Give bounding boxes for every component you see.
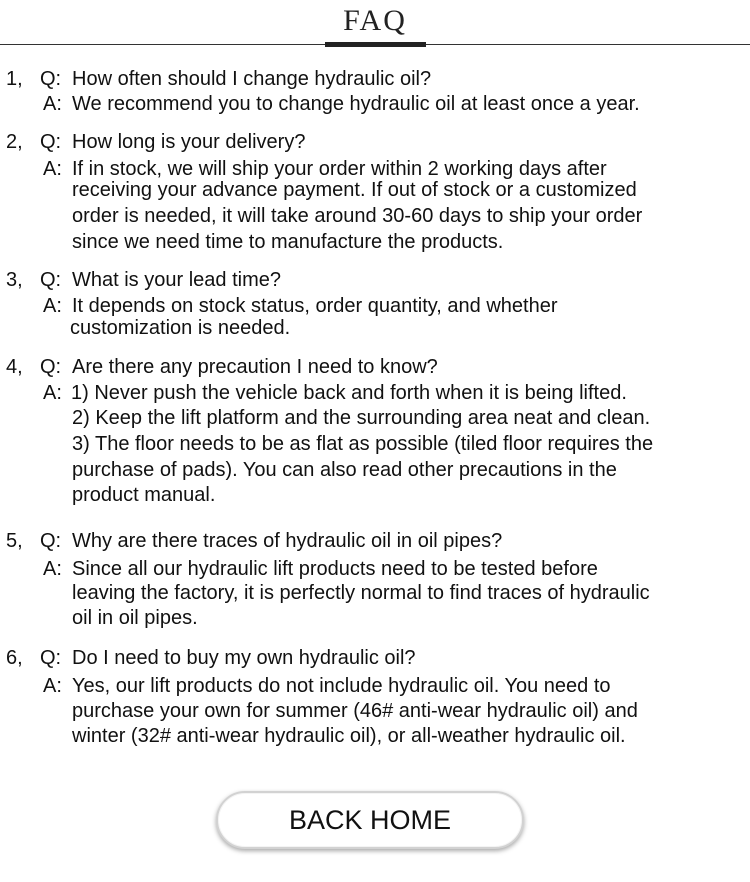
question-label: Q: xyxy=(40,647,62,669)
answer-line: It depends on stock status, order quantity, and whether xyxy=(72,295,558,317)
faq-number: 1, xyxy=(6,68,23,90)
answer-label: A: xyxy=(43,93,62,115)
answer-line: purchase of pads). You can also read other precautions in the xyxy=(72,459,617,481)
answer-line: winter (32# anti-wear hydraulic oil), or all-weather hydraulic oil. xyxy=(72,725,626,747)
back-home-button[interactable] xyxy=(216,791,524,849)
faq-item-2 xyxy=(0,131,750,254)
faq-item-5 xyxy=(0,530,750,630)
question-text: How often should I change hydraulic oil? xyxy=(72,68,432,90)
answer-line: Yes, our lift products do not include hydraulic oil. You need to xyxy=(72,675,611,697)
question-label: Q: xyxy=(40,68,62,90)
answer-label: A: xyxy=(43,558,62,580)
answer-line: We recommend you to change hydraulic oil at least once a year. xyxy=(72,93,640,115)
page-title: FAQ xyxy=(343,4,407,37)
answer-line: product manual. xyxy=(72,484,216,506)
answer-line: since we need time to manufacture the products. xyxy=(72,231,504,253)
question-text: Are there any precaution I need to know? xyxy=(72,356,438,378)
answer-line: order is needed, it will take around 30-60 days to ship your order xyxy=(72,205,643,227)
faq-number: 4, xyxy=(6,356,23,378)
faq-number: 2, xyxy=(6,131,23,153)
answer-line: If in stock, we will ship your order within 2 working days after xyxy=(72,158,607,180)
answer-line: oil in oil pipes. xyxy=(72,607,198,629)
faq-number: 3, xyxy=(6,269,23,291)
answer-line: receiving your advance payment. If out of stock or a customized xyxy=(72,179,637,201)
title-underline-accent xyxy=(325,42,426,47)
answer-line: customization is needed. xyxy=(70,317,291,339)
answer-label: A: xyxy=(43,158,62,180)
question-text: How long is your delivery? xyxy=(72,131,306,153)
answer-line: 1) Never push the vehicle back and forth when it is being lifted. xyxy=(71,382,627,404)
question-label: Q: xyxy=(40,356,62,378)
answer-line: purchase your own for summer (46# anti-wear hydraulic oil) and xyxy=(72,700,638,722)
question-label: Q: xyxy=(40,131,62,153)
faq-number: 6, xyxy=(6,647,23,669)
answer-label: A: xyxy=(43,295,62,317)
question-label: Q: xyxy=(40,269,62,291)
faq-number: 5, xyxy=(6,530,23,552)
answer-label: A: xyxy=(43,675,62,697)
question-text: Why are there traces of hydraulic oil in oil pipes? xyxy=(72,530,503,552)
question-label: Q: xyxy=(40,530,62,552)
answer-label: A: xyxy=(43,382,62,404)
answer-line: leaving the factory, it is perfectly normal to find traces of hydraulic xyxy=(72,582,650,604)
faq-item-3 xyxy=(0,269,750,340)
back-home-label: BACK HOME xyxy=(288,804,452,835)
faq-item-4 xyxy=(0,356,750,507)
answer-line: 3) The floor needs to be as flat as possible (tiled floor requires the xyxy=(72,433,654,455)
question-text: Do I need to buy my own hydraulic oil? xyxy=(72,647,416,669)
faq-item-1 xyxy=(0,68,750,119)
answer-line: 2) Keep the lift platform and the surrounding area neat and clean. xyxy=(72,407,651,429)
faq-item-6 xyxy=(0,647,750,748)
answer-line: Since all our hydraulic lift products need to be tested before xyxy=(72,558,598,580)
question-text: What is your lead time? xyxy=(72,269,281,291)
